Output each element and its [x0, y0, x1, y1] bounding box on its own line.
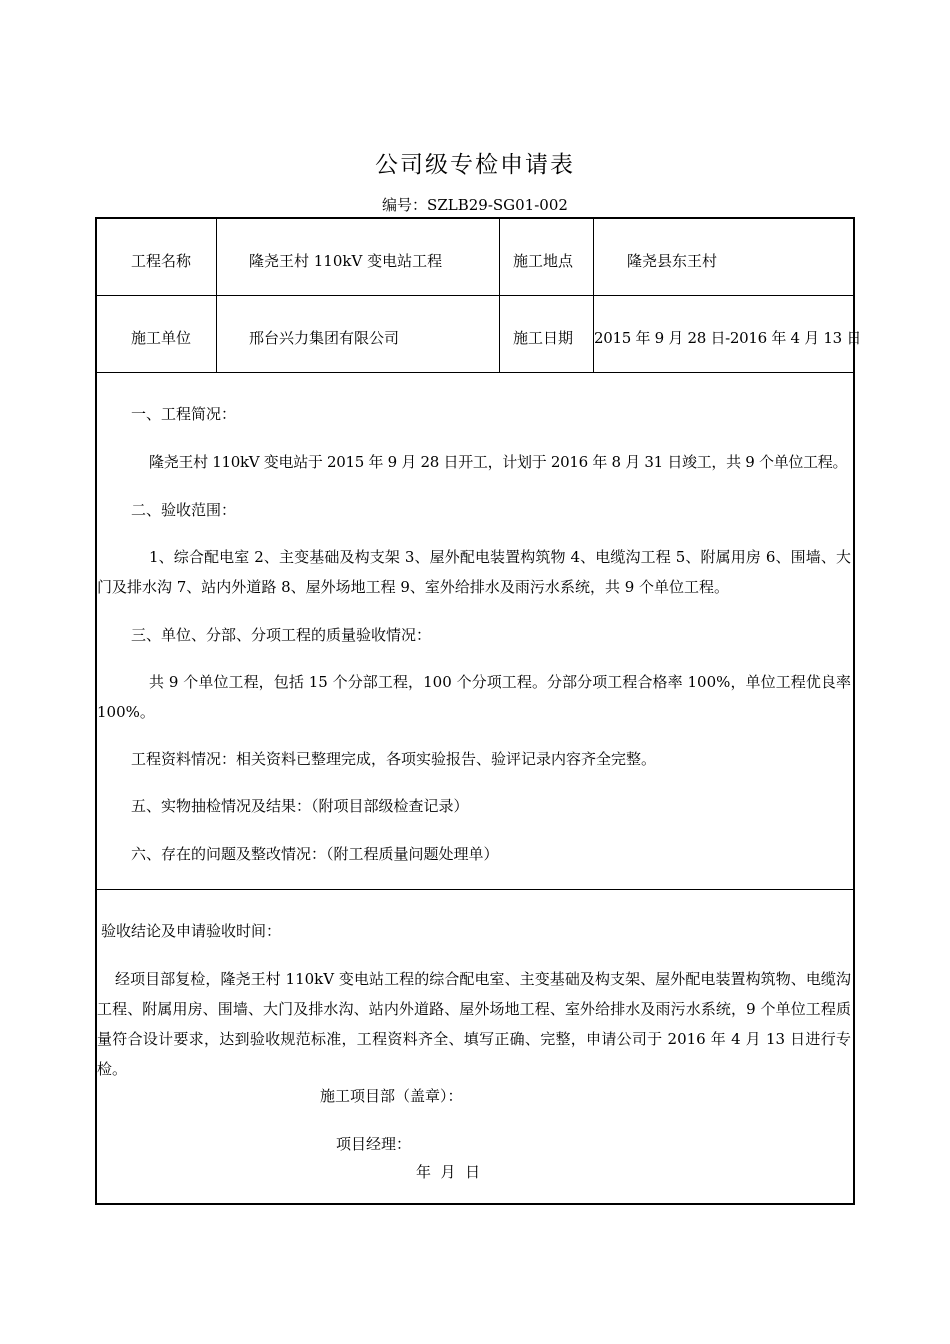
- column-divider: [593, 219, 594, 373]
- application-form: [95, 217, 862, 1205]
- section-heading-issues: 六、存在的问题及整改情况：（附工程质量问题处理单）: [131, 845, 499, 863]
- form-code: 编号：SZLB29-SG01-002: [382, 196, 568, 214]
- date-value: 2015 年 9 月 28 日-2016 年 4 月 13 日: [594, 329, 862, 347]
- label-location: 施工地点: [513, 252, 574, 270]
- overview-text: 隆尧王村 110kV 变电站于 2015 年 9 月 28 日开工，计划于 2016 年 8 月 31 日竣工，共 9 个单位工程。: [149, 453, 848, 471]
- row-divider: [97, 295, 853, 296]
- column-divider: [499, 219, 500, 373]
- section-heading-overview: 一、工程简况：: [131, 405, 237, 423]
- column-divider: [216, 219, 217, 373]
- section-heading-sampling: 五、实物抽检情况及结果：（附项目部级检查记录）: [131, 797, 469, 815]
- manager-label: 项目经理：: [336, 1135, 412, 1153]
- conclusion-heading: 验收结论及申请验收时间：: [101, 922, 282, 940]
- section-heading-scope: 二、验收范围：: [131, 501, 237, 519]
- documents-text: 工程资料情况：相关资料已整理完成，各项实验报告、验评记录内容齐全完整。: [131, 750, 657, 768]
- scope-text: 1、综合配电室 2、主变基础及构支架 3、屋外配电装置构筑物 4、电缆沟工程 5、附属用房 6、围墙、大门及排水沟 7、站内外道路 8、屋外场地工程 9、室外给排水及雨污水系统，共 9 个单位工程。: [97, 548, 851, 596]
- label-date: 施工日期: [513, 329, 574, 347]
- date-line: 年 月 日: [416, 1163, 481, 1181]
- label-contractor: 施工单位: [131, 329, 192, 347]
- page-title: 公司级专检申请表: [375, 152, 575, 178]
- stamp-label: 施工项目部（盖章）：: [320, 1087, 463, 1105]
- row-divider: [97, 889, 853, 890]
- row-divider: [97, 372, 853, 373]
- label-project-name: 工程名称: [131, 252, 192, 270]
- project-name-value: 隆尧王村 110kV 变电站工程: [249, 252, 443, 270]
- location-value: 隆尧县东王村: [627, 252, 718, 270]
- conclusion-text: 经项目部复检，隆尧王村 110kV 变电站工程的综合配电室、主变基础及构支架、屋外配电装置构筑物、电缆沟工程、附属用房、围墙、大门及排水沟、站内外道路、屋外场地工程、室外给排水及雨污水系统，9 个单位工程质量符合设计要求，达到验收规范标准，工程资料齐全、填写正确、完整，申请公司于 2016 年 4 月 13 日进行专检。: [97, 970, 851, 1078]
- section-heading-quality: 三、单位、分部、分项工程的质量验收情况：: [131, 626, 432, 644]
- contractor-value: 邢台兴力集团有限公司: [249, 329, 400, 347]
- quality-text: 共 9 个单位工程，包括 15 个分部工程，100 个分项工程。分部分项工程合格率 100%，单位工程优良率 100%。: [97, 673, 851, 721]
